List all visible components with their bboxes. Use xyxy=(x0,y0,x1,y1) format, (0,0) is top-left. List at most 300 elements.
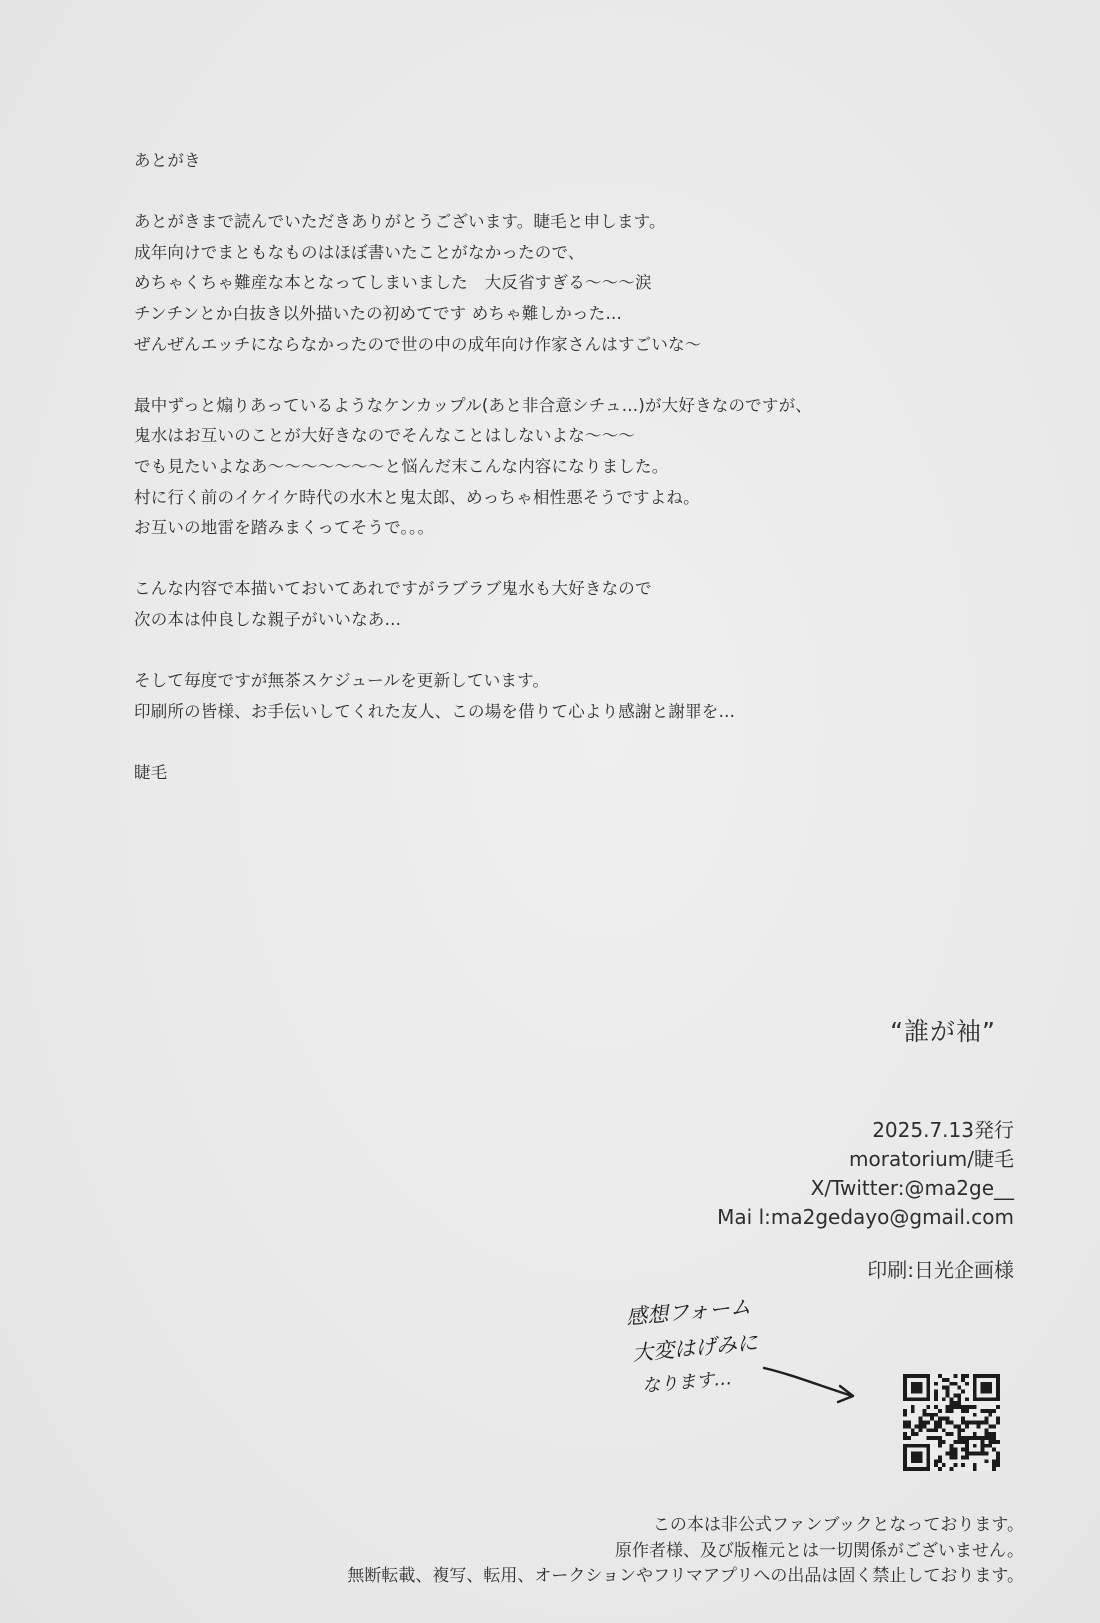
qr-module xyxy=(911,1386,915,1390)
qr-module xyxy=(988,1382,992,1386)
qr-module xyxy=(946,1432,950,1436)
disclaimer-line: 無断転載、複写、転用、オークションやフリマアプリへの出品は固く禁止しております。 xyxy=(347,1566,1024,1586)
qr-module xyxy=(973,1382,977,1386)
qr-module xyxy=(957,1424,961,1428)
qr-module xyxy=(903,1444,907,1448)
qr-module xyxy=(961,1455,965,1459)
qr-module xyxy=(915,1390,919,1394)
qr-module xyxy=(988,1374,992,1378)
qr-module xyxy=(992,1440,996,1444)
qr-module xyxy=(996,1374,1000,1378)
qr-module xyxy=(907,1374,911,1378)
qr-module xyxy=(926,1393,930,1397)
qr-module xyxy=(934,1405,938,1409)
qr-module xyxy=(957,1397,961,1401)
qr-module xyxy=(953,1448,957,1452)
qr-module xyxy=(996,1378,1000,1382)
qr-module xyxy=(930,1436,934,1440)
qr-module xyxy=(922,1413,926,1417)
afterword-line: 最中ずっと煽りあっているようなケンカップル(あと非合意シチュ…)が大好きなのですが、 xyxy=(134,395,812,415)
qr-module xyxy=(926,1448,930,1452)
qr-module xyxy=(965,1424,969,1428)
qr-module xyxy=(996,1397,1000,1401)
qr-module xyxy=(907,1424,911,1428)
qr-module xyxy=(915,1386,919,1390)
qr-module xyxy=(950,1452,954,1456)
qr-module xyxy=(988,1436,992,1440)
qr-module xyxy=(973,1421,977,1425)
qr-module xyxy=(988,1413,992,1417)
qr-module xyxy=(981,1390,985,1394)
qr-module xyxy=(915,1455,919,1459)
qr-module xyxy=(950,1432,954,1436)
qr-module xyxy=(934,1436,938,1440)
qr-module xyxy=(953,1405,957,1409)
qr-module xyxy=(950,1467,954,1471)
afterword-line: 次の本は仲良しな親子がいいなあ… xyxy=(134,609,402,629)
qr-module xyxy=(953,1440,957,1444)
afterword-line: こんな内容で本描いておいてあれですがラブラブ鬼水も大好きなので xyxy=(134,579,652,599)
disclaimer-notice xyxy=(347,1513,1024,1590)
qr-module xyxy=(984,1390,988,1394)
qr-module xyxy=(984,1382,988,1386)
qr-module xyxy=(903,1374,907,1378)
afterword-line: 印刷所の皆様、お手伝いしてくれた友人、この場を借りて心より感謝と謝罪を… xyxy=(134,701,736,721)
qr-module xyxy=(926,1452,930,1456)
qr-module xyxy=(926,1386,930,1390)
qr-module xyxy=(957,1436,961,1440)
qr-module xyxy=(919,1424,923,1428)
qr-module xyxy=(938,1417,942,1421)
qr-module xyxy=(926,1413,930,1417)
qr-module xyxy=(911,1374,915,1378)
qr-module xyxy=(938,1409,942,1413)
qr-module xyxy=(996,1417,1000,1421)
qr-module xyxy=(953,1401,957,1405)
qr-module xyxy=(992,1432,996,1436)
qr-module xyxy=(992,1424,996,1428)
qr-module xyxy=(946,1378,950,1382)
handwritten-line: 大変はげみに xyxy=(631,1330,759,1366)
afterword-line: チンチンとか白抜き以外描いたの初めてです めちゃ難しかった… xyxy=(134,303,623,323)
qr-module xyxy=(926,1463,930,1467)
qr-module xyxy=(965,1405,969,1409)
qr-module xyxy=(903,1378,907,1382)
qr-module xyxy=(996,1421,1000,1425)
qr-module xyxy=(926,1405,930,1409)
qr-module xyxy=(907,1444,911,1448)
qr-module xyxy=(907,1421,911,1425)
qr-module xyxy=(903,1424,907,1428)
qr-module xyxy=(903,1459,907,1463)
qr-module xyxy=(996,1459,1000,1463)
qr-module xyxy=(911,1444,915,1448)
qr-module xyxy=(996,1390,1000,1394)
qr-module xyxy=(973,1432,977,1436)
qr-module xyxy=(988,1390,992,1394)
qr-module xyxy=(973,1405,977,1409)
qr-module xyxy=(957,1428,961,1432)
qr-module xyxy=(961,1440,965,1444)
feedback-form-qr-code[interactable] xyxy=(903,1374,1000,1471)
qr-module xyxy=(961,1378,965,1382)
disclaimer-line: この本は非公式ファンブックとなっております。 xyxy=(652,1515,1024,1535)
qr-module xyxy=(961,1448,965,1452)
qr-module xyxy=(911,1455,915,1459)
qr-module xyxy=(950,1455,954,1459)
qr-module xyxy=(984,1432,988,1436)
qr-module xyxy=(903,1436,907,1440)
qr-module xyxy=(930,1413,934,1417)
qr-module xyxy=(911,1397,915,1401)
qr-module xyxy=(903,1452,907,1456)
qr-module xyxy=(926,1378,930,1382)
qr-module xyxy=(957,1440,961,1444)
qr-module xyxy=(984,1397,988,1401)
qr-module xyxy=(961,1421,965,1425)
qr-module xyxy=(903,1409,907,1413)
qr-module xyxy=(926,1459,930,1463)
qr-module xyxy=(981,1409,985,1413)
qr-module xyxy=(903,1448,907,1452)
qr-module xyxy=(988,1432,992,1436)
qr-module xyxy=(942,1378,946,1382)
qr-module xyxy=(973,1444,977,1448)
qr-module xyxy=(996,1463,1000,1467)
qr-module xyxy=(965,1409,969,1413)
qr-module xyxy=(961,1428,965,1432)
qr-module xyxy=(946,1452,950,1456)
qr-module xyxy=(981,1397,985,1401)
qr-module xyxy=(915,1382,919,1386)
qr-module xyxy=(973,1413,977,1417)
qr-module xyxy=(973,1390,977,1394)
qr-module xyxy=(938,1421,942,1425)
qr-module xyxy=(919,1428,923,1432)
qr-module xyxy=(903,1421,907,1425)
qr-module xyxy=(938,1467,942,1471)
qr-module xyxy=(934,1421,938,1425)
qr-module xyxy=(915,1467,919,1471)
qr-module xyxy=(950,1397,954,1401)
qr-module xyxy=(961,1463,965,1467)
qr-module xyxy=(946,1393,950,1397)
qr-module xyxy=(915,1459,919,1463)
qr-module xyxy=(953,1382,957,1386)
qr-module xyxy=(903,1432,907,1436)
book-title: “誰が袖” xyxy=(890,1017,996,1046)
qr-module xyxy=(992,1448,996,1452)
qr-module xyxy=(926,1436,930,1440)
afterword-line: 村に行く前のイケイケ時代の水木と鬼太郎、めっちゃ相性悪そうですよね。 xyxy=(134,487,700,507)
qr-module xyxy=(973,1436,977,1440)
qr-module xyxy=(973,1393,977,1397)
qr-module xyxy=(919,1455,923,1459)
qr-module xyxy=(996,1440,1000,1444)
qr-module xyxy=(922,1424,926,1428)
qr-module xyxy=(996,1382,1000,1386)
qr-module xyxy=(919,1444,923,1448)
qr-module xyxy=(907,1436,911,1440)
qr-module xyxy=(919,1452,923,1456)
qr-module xyxy=(984,1452,988,1456)
qr-module xyxy=(984,1421,988,1425)
qr-module xyxy=(919,1417,923,1421)
qr-module xyxy=(977,1424,981,1428)
qr-module xyxy=(946,1390,950,1394)
qr-module xyxy=(961,1417,965,1421)
qr-module xyxy=(938,1444,942,1448)
qr-module xyxy=(911,1409,915,1413)
qr-module xyxy=(992,1409,996,1413)
qr-module xyxy=(992,1467,996,1471)
qr-module xyxy=(926,1444,930,1448)
qr-module xyxy=(988,1397,992,1401)
qr-module xyxy=(934,1428,938,1432)
qr-module xyxy=(915,1432,919,1436)
afterword-line: お互いの地雷を踏みまくってそうで。。。 xyxy=(134,518,435,538)
twitter-handle: X/Twitter:@ma2ge__ xyxy=(810,1176,1014,1200)
qr-module xyxy=(922,1421,926,1425)
qr-module xyxy=(950,1405,954,1409)
qr-module xyxy=(942,1463,946,1467)
qr-module xyxy=(981,1452,985,1456)
qr-module xyxy=(946,1409,950,1413)
paragraph-gap xyxy=(134,727,994,758)
qr-module xyxy=(950,1444,954,1448)
qr-module xyxy=(996,1405,1000,1409)
qr-module xyxy=(973,1397,977,1401)
handwritten-line: なります… xyxy=(641,1368,733,1397)
qr-module xyxy=(903,1386,907,1390)
qr-module xyxy=(915,1444,919,1448)
qr-module xyxy=(919,1374,923,1378)
qr-module xyxy=(911,1459,915,1463)
qr-module xyxy=(965,1397,969,1401)
qr-module xyxy=(926,1455,930,1459)
qr-module xyxy=(973,1452,977,1456)
qr-module xyxy=(957,1401,961,1405)
qr-module xyxy=(957,1393,961,1397)
afterword-line: そして毎度ですが無茶スケジュールを更新しています。 xyxy=(134,671,550,691)
qr-module xyxy=(919,1397,923,1401)
qr-module xyxy=(919,1390,923,1394)
afterword-line: 鬼水はお互いのことが大好きなのでそんなことはしないよな〜〜〜 xyxy=(134,426,635,446)
qr-module xyxy=(957,1405,961,1409)
qr-module xyxy=(903,1455,907,1459)
qr-module xyxy=(911,1467,915,1471)
qr-module xyxy=(926,1382,930,1386)
afterword-line: めちゃくちゃ難産な本となってしまいました 大反省すぎる〜〜〜涙 xyxy=(134,273,652,293)
qr-module xyxy=(938,1440,942,1444)
qr-module xyxy=(903,1413,907,1417)
qr-module xyxy=(903,1467,907,1471)
qr-module xyxy=(930,1428,934,1432)
qr-module xyxy=(965,1452,969,1456)
qr-module xyxy=(981,1421,985,1425)
qr-module xyxy=(938,1436,942,1440)
qr-module xyxy=(903,1390,907,1394)
qr-module xyxy=(950,1448,954,1452)
qr-module xyxy=(992,1463,996,1467)
qr-module xyxy=(911,1382,915,1386)
qr-module xyxy=(984,1459,988,1463)
qr-module xyxy=(977,1374,981,1378)
qr-module xyxy=(907,1397,911,1401)
qr-module xyxy=(961,1374,965,1378)
afterword-signature: 睫毛 xyxy=(134,762,168,782)
qr-module xyxy=(984,1428,988,1432)
qr-module xyxy=(981,1374,985,1378)
qr-module xyxy=(973,1378,977,1382)
afterword-heading: あとがき xyxy=(134,151,201,170)
qr-module xyxy=(981,1382,985,1386)
qr-module xyxy=(915,1424,919,1428)
mail-address: Mai l:ma2gedayo@gmail.com xyxy=(717,1205,1014,1229)
qr-module xyxy=(973,1386,977,1390)
qr-module xyxy=(926,1397,930,1401)
qr-module xyxy=(996,1393,1000,1397)
qr-module xyxy=(973,1463,977,1467)
qr-module xyxy=(946,1421,950,1425)
qr-module xyxy=(911,1452,915,1456)
qr-module xyxy=(953,1424,957,1428)
qr-module xyxy=(903,1382,907,1386)
qr-module xyxy=(957,1432,961,1436)
qr-module xyxy=(926,1374,930,1378)
qr-module xyxy=(946,1386,950,1390)
qr-module xyxy=(953,1452,957,1456)
qr-module xyxy=(961,1390,965,1394)
qr-module xyxy=(965,1436,969,1440)
qr-module xyxy=(988,1386,992,1390)
qr-module xyxy=(938,1374,942,1378)
qr-module xyxy=(981,1448,985,1452)
qr-module xyxy=(992,1397,996,1401)
qr-module xyxy=(981,1386,985,1390)
qr-module xyxy=(981,1444,985,1448)
paragraph-gap xyxy=(134,544,994,575)
qr-module xyxy=(922,1397,926,1401)
qr-module xyxy=(965,1444,969,1448)
qr-module xyxy=(911,1405,915,1409)
colophon xyxy=(717,1012,1014,1284)
qr-module xyxy=(969,1452,973,1456)
paragraph-gap xyxy=(134,360,994,391)
qr-module xyxy=(973,1374,977,1378)
qr-module xyxy=(942,1440,946,1444)
printer-credit: 印刷:日光企画様 xyxy=(867,1258,1014,1282)
qr-module xyxy=(965,1448,969,1452)
qr-module xyxy=(992,1436,996,1440)
qr-module xyxy=(984,1386,988,1390)
qr-module xyxy=(988,1440,992,1444)
qr-module xyxy=(950,1421,954,1425)
paragraph-gap xyxy=(134,177,994,208)
qr-module xyxy=(903,1397,907,1401)
qr-module xyxy=(984,1436,988,1440)
qr-module xyxy=(965,1440,969,1444)
qr-module xyxy=(919,1386,923,1390)
qr-module xyxy=(934,1463,938,1467)
qr-module xyxy=(977,1436,981,1440)
qr-module xyxy=(922,1467,926,1471)
qr-module xyxy=(953,1463,957,1467)
qr-module xyxy=(942,1417,946,1421)
qr-module xyxy=(973,1467,977,1471)
qr-module xyxy=(922,1444,926,1448)
qr-module xyxy=(996,1452,1000,1456)
publication-info xyxy=(717,1116,1014,1232)
qr-module xyxy=(984,1409,988,1413)
qr-module xyxy=(946,1405,950,1409)
qr-module xyxy=(934,1413,938,1417)
qr-module xyxy=(903,1393,907,1397)
qr-module xyxy=(957,1386,961,1390)
qr-module xyxy=(977,1421,981,1425)
qr-module xyxy=(938,1459,942,1463)
qr-module xyxy=(911,1432,915,1436)
qr-module xyxy=(926,1421,930,1425)
qr-module xyxy=(977,1452,981,1456)
qr-module xyxy=(965,1455,969,1459)
qr-module xyxy=(942,1386,946,1390)
qr-module xyxy=(907,1467,911,1471)
qr-module xyxy=(961,1405,965,1409)
qr-module xyxy=(919,1467,923,1471)
qr-module xyxy=(988,1444,992,1448)
handwritten-line: 感想フォーム xyxy=(625,1294,752,1330)
qr-module xyxy=(961,1436,965,1440)
qr-module xyxy=(984,1374,988,1378)
qr-module xyxy=(996,1386,1000,1390)
qr-module xyxy=(942,1428,946,1432)
hand-drawn-arrow-icon xyxy=(760,1360,860,1410)
qr-module xyxy=(969,1405,973,1409)
afterword-line: 成年向けでまともなものはほぼ書いたことがなかったので、 xyxy=(134,242,585,262)
qr-module xyxy=(934,1382,938,1386)
qr-module xyxy=(977,1397,981,1401)
qr-module xyxy=(938,1424,942,1428)
qr-module xyxy=(926,1467,930,1471)
afterword-line: でも見たいよなあ〜〜〜〜〜〜〜と悩んだ末こんな内容になりました。 xyxy=(134,456,669,476)
qr-module xyxy=(926,1390,930,1394)
disclaimer-line: 原作者様、及び版権元とは一切関係がございません。 xyxy=(614,1540,1024,1561)
qr-module xyxy=(930,1417,934,1421)
circle-name: moratorium/睫毛 xyxy=(849,1147,1014,1171)
afterword-line: ぜんぜんエッチにならなかったので世の中の成年向け作家さんはすごいな〜 xyxy=(134,334,702,354)
qr-module xyxy=(911,1390,915,1394)
qr-module xyxy=(950,1409,954,1413)
qr-module xyxy=(934,1424,938,1428)
qr-module xyxy=(950,1382,954,1386)
qr-module xyxy=(934,1397,938,1401)
qr-module xyxy=(965,1374,969,1378)
qr-module xyxy=(950,1401,954,1405)
qr-module xyxy=(953,1393,957,1397)
qr-module xyxy=(992,1374,996,1378)
qr-module xyxy=(938,1455,942,1459)
paragraph-gap xyxy=(134,636,994,667)
qr-module xyxy=(915,1452,919,1456)
qr-module xyxy=(934,1390,938,1394)
afterword-section xyxy=(134,146,994,788)
qr-module xyxy=(992,1459,996,1463)
qr-module xyxy=(919,1459,923,1463)
qr-module xyxy=(969,1436,973,1440)
qr-module xyxy=(965,1421,969,1425)
qr-module xyxy=(934,1459,938,1463)
